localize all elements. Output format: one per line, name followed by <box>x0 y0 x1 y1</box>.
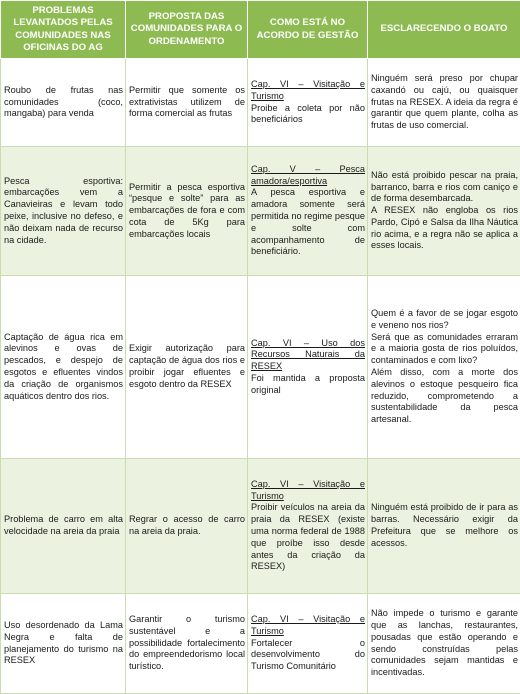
agreement-chapter-ref: Cap. VI – Visitação e Turismo <box>251 614 365 638</box>
header-problems: PROBLEMAS LEVANTADOS PELAS COMUNIDADES NAS OFICINAS DO AG <box>1 1 126 59</box>
clarification-cell: Ninguém será preso por chupar caxandó ou cajú, ou quaisquer frutas na RESEX. A ideia da regra é garantir que quem plante, colha as frutas de uso comercial. <box>368 59 520 147</box>
agreement-text: Proibe a coleta por não beneficiários <box>251 103 365 127</box>
problem-cell: Problema de carro em alta velocidade na areia da praia <box>1 459 126 594</box>
table-row <box>1 147 520 276</box>
agreement-chapter-ref: Cap. V – Pesca amadora/esportiva <box>251 164 365 188</box>
proposal-cell: Exigir autorização para captação de água dos rios e proibir jogar efluentes e esgoto dentro da RESEX <box>126 276 248 459</box>
agreement-text: A pesca esportiva e amadora somente será permitida no regime pesque e solte com acompanhamento de beneficiário. <box>251 187 365 258</box>
agreement-chapter-ref: Cap. VI – Visitação e Turismo <box>251 479 365 503</box>
header-agreement: COMO ESTÁ NO ACORDO DE GESTÃO <box>248 1 368 59</box>
agreement-cell <box>248 276 368 459</box>
agreement-text: Proibir veículos na areia da praia da RESEX (existe uma norma federal de 1988 que proíbe isso desde antes da criação da RESEX) <box>251 502 365 573</box>
agreement-chapter-ref: Cap. VI – Uso dos Recursos Naturais da RESEX <box>251 338 365 373</box>
proposal-cell: Garantir o turismo sustentável e a possibilidade fortalecimento do empreendedorismo local turístico. <box>126 594 248 694</box>
agreement-cell <box>248 459 368 594</box>
clarification-cell: Ninguém está proibido de ir para as barras. Necessário exigir da Prefeitura que se melhore os acessos. <box>368 459 520 594</box>
problem-cell: Uso desordenado da Lama Negra e falta de planejamento do turismo na RESEX <box>1 594 126 694</box>
agreement-text: Foi mantida a proposta original <box>251 373 365 397</box>
agreement-cell <box>248 59 368 147</box>
problem-cell: Pesca esportiva: embarcações vem a Canavieiras e levam todo peixe, inclusive no defeso, e não deixam nada de recurso na cidade. <box>1 147 126 276</box>
table-row <box>1 59 520 147</box>
clarification-cell: Não está proibido pescar na praia, barranco, barra e rios com caniço e de forma desembarcada. A RESEX não engloba os rios Pardo, Cipó e Salsa da Ilha Náutica rio acima, e a regra não se aplica a esses locais. <box>368 147 520 276</box>
clarification-cell: Quem é a favor de se jogar esgoto e veneno nos rios? Será que as comunidades erraram e a maioria gosta de rios poluídos, contaminados e com lixo? Além disso, com a morte dos alevinos o estoque pesqueiro fica reduzido, comprometendo a sustentabilidade da pesca artesanal. <box>368 276 520 459</box>
table-row <box>1 459 520 594</box>
header-proposal: PROPOSTA DAS COMUNIDADES PARA O ORDENAMENTO <box>126 1 248 59</box>
header-row <box>1 1 520 59</box>
problem-cell: Roubo de frutas nas comunidades (coco, mangaba) para venda <box>1 59 126 147</box>
table-row <box>1 276 520 459</box>
agreement-cell <box>248 594 368 694</box>
agreement-text: Fortalecer o desenvolvimento do Turismo Comunitário <box>251 638 365 673</box>
agreement-cell <box>248 147 368 276</box>
table-row <box>1 594 520 694</box>
agreement-chapter-ref: Cap. VI – Visitação e Turismo <box>251 79 365 103</box>
proposal-cell: Permitir que somente os extrativistas utilizem de forma comercial as frutas <box>126 59 248 147</box>
clarification-cell: Não impede o turismo e garante que as lanchas, restaurantes, pousadas que estão operando e sendo construídas pelas comunidades sejam mantidas e incentivadas. <box>368 594 520 694</box>
proposal-cell: Permitir a pesca esportiva “pesque e solte” para as embarcações de fora e com cota de 5Kg para embarcações locais <box>126 147 248 276</box>
problem-cell: Captação de água rica em alevinos e ovas de pescados, e despejo de esgotos e efluentes vindos da criação de organismos aquáticos dentro dos rios. <box>1 276 126 459</box>
header-clarification: ESCLARECENDO O BOATO <box>368 1 520 59</box>
proposal-cell: Regrar o acesso de carro na areia da praia. <box>126 459 248 594</box>
